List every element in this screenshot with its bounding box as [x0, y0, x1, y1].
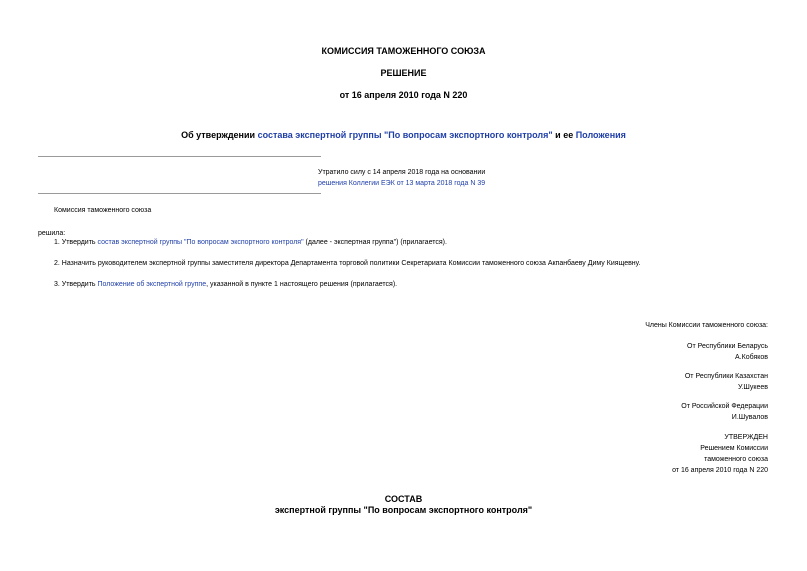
signature-russia: [681, 401, 768, 423]
item-1-suffix: (далее - экспертная группа") (прилагается).: [303, 239, 447, 246]
item-1-prefix: 1. Утвердить: [54, 239, 98, 246]
document-date: от 16 апреля 2010 года N 220: [339, 90, 468, 100]
signature-kazakhstan: [685, 371, 768, 393]
title-middle: и ее: [552, 130, 576, 140]
approval-line-2: Решением Комиссии: [700, 445, 768, 452]
signature-belarus-country: От Республики Беларусь: [687, 343, 768, 350]
approval-line-4: от 16 апреля 2010 года N 220: [672, 467, 768, 474]
annex-subtitle: экспертной группы "По вопросам экспортного контроля": [274, 505, 533, 515]
composition-link[interactable]: состава экспертной группы "По вопросам экспортного контроля": [257, 130, 553, 140]
repeal-decision-link[interactable]: решения Коллегии ЕЭК от 13 марта 2018 года N 39: [318, 180, 486, 187]
signature-belarus-name: А.Кобяков: [735, 354, 768, 361]
document-type: РЕШЕНИЕ: [380, 68, 427, 78]
signature-kazakhstan-name: У.Шукеев: [737, 384, 768, 391]
org-title: КОМИССИЯ ТАМОЖЕННОГО СОЮЗА: [321, 46, 486, 56]
item-2: 2. Назначить руководителем экспертной группы заместителя директора Департамента торговой политики Секретариата Комиссии таможенного союза Акпанбаеву Диму Киящевну.: [54, 260, 641, 267]
item-3: [54, 279, 397, 290]
approval-line-3: таможенного союза: [704, 456, 768, 463]
divider-top: [38, 156, 321, 157]
divider-bottom: [38, 193, 321, 194]
status-note-text: Утратило силу с 14 апреля 2018 года на основании: [318, 169, 486, 176]
members-label: Члены Комиссии таможенного союза:: [645, 322, 768, 329]
title-prefix: Об утверждении: [181, 130, 258, 140]
status-note: [318, 167, 485, 189]
approval-block: [672, 432, 768, 476]
document-title: [0, 130, 807, 140]
approval-line-1: УТВЕРЖДЕН: [724, 434, 768, 441]
signature-kazakhstan-country: От Республики Казахстан: [684, 373, 768, 380]
item-1: [54, 237, 447, 248]
item-3-prefix: 3. Утвердить: [54, 281, 98, 288]
item-3-suffix: , указанной в пункте 1 настоящего решения (прилагается).: [206, 281, 398, 288]
signature-belarus: [687, 341, 768, 363]
item-3-link[interactable]: Положение об экспертной группе: [97, 281, 207, 288]
decided-label: решила:: [38, 230, 66, 237]
item-1-link[interactable]: состав экспертной группы "По вопросам экспортного контроля": [97, 239, 304, 246]
annex-title: СОСТАВ: [384, 494, 423, 504]
signature-russia-country: От Российской Федерации: [681, 403, 768, 410]
preamble: Комиссия таможенного союза: [54, 207, 152, 214]
regulation-link[interactable]: Положения: [575, 130, 626, 140]
signature-russia-name: И.Шувалов: [731, 414, 768, 421]
